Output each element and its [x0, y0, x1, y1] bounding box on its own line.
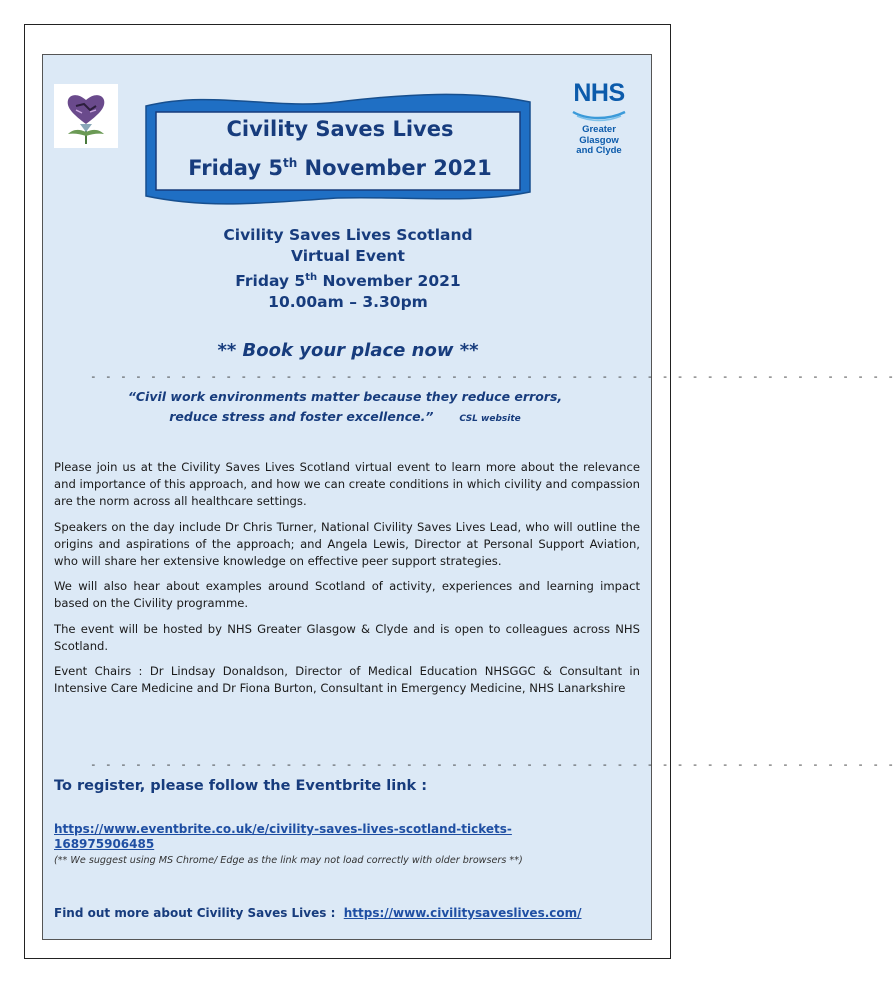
quote-line2: reduce stress and foster excellence.”	[169, 409, 434, 424]
title-banner	[142, 92, 534, 208]
divider-top: - - - - - - - - - - - - - - - - - - - - - - - - - - - - - - - - - - - - - - - - - - - - - - - - - - - - - -	[90, 370, 895, 383]
event-name: Civility Saves Lives Scotland	[223, 226, 473, 244]
event-type: Virtual Event	[291, 247, 405, 265]
paragraph-host: The event will be hosted by NHS Greater Glasgow & Clyde and is open to colleagues across NHS Scotland.	[54, 621, 640, 653]
paragraph-examples: We will also hear about examples around Scotland of activity, experiences and learning impact based on the Civility programme.	[54, 579, 640, 611]
paragraph-chairs: Event Chairs : Dr Lindsay Donaldson, Director of Medical Education NHSGGC & Consultant in Intensive Care Medicine and Dr Fiona Burton, Consultant in Emergency Medicine, NHS Lanarkshire	[54, 664, 640, 696]
register-heading: To register, please follow the Eventbrite link :	[54, 778, 428, 794]
paragraph-intro: Please join us at the Civility Saves Lives Scotland virtual event to learn more about the relevance and importance of this approach, and how we can create conditions in which civility and compassion are the norm across all healthcare settings.	[54, 460, 640, 509]
nhs-wordmark: NHS	[573, 79, 625, 107]
eventbrite-link-block	[54, 822, 574, 852]
nhs-board-line2: and Clyde	[576, 145, 622, 156]
civility-website-link[interactable]: https://www.civilitysaveslives.com/	[343, 906, 582, 920]
event-time: 10.00am – 3.30pm	[268, 293, 428, 312]
quote-line2-row	[80, 407, 610, 429]
banner-date: Friday 5th November 2021	[188, 156, 492, 180]
nhs-board-line1: Greater Glasgow	[579, 124, 619, 146]
event-date: Friday 5th November 2021	[235, 272, 461, 291]
find-out-more-label: Find out more about Civility Saves Lives :	[54, 906, 336, 920]
eventbrite-link[interactable]: https://www.eventbrite.co.uk/e/civility-saves-lives-scotland-tickets- 168975906485	[54, 822, 512, 851]
banner-title: Civility Saves Lives	[226, 117, 454, 141]
nhs-logo	[566, 80, 632, 157]
find-out-more	[54, 906, 582, 920]
civility-logo	[54, 84, 118, 148]
divider-bottom: - - - - - - - - - - - - - - - - - - - - - - - - - - - - - - - - - - - - - - - - - - - - - - - - - - - - - -	[90, 758, 895, 771]
heart-thistle-icon	[54, 84, 118, 148]
quote-line1: “Civil work environments matter because they reduce errors,	[127, 389, 563, 404]
browser-note: (** We suggest using MS Chrome/ Edge as the link may not load correctly with older browsers **)	[54, 855, 523, 866]
nhs-wave-icon	[569, 109, 629, 121]
quote-block	[80, 387, 610, 429]
quote-source: CSL website	[459, 414, 521, 424]
body-text	[54, 459, 640, 705]
paragraph-speakers: Speakers on the day include Dr Chris Turner, National Civility Saves Lives Lead, who will outline the origins and aspirations of the approach; and Angela Lewis, Director at Personal Support Aviation, who will share her extensive knowledge on effective peer support strategies.	[54, 519, 640, 569]
event-info	[120, 225, 576, 313]
book-now-heading: ** Book your place now **	[217, 340, 479, 361]
